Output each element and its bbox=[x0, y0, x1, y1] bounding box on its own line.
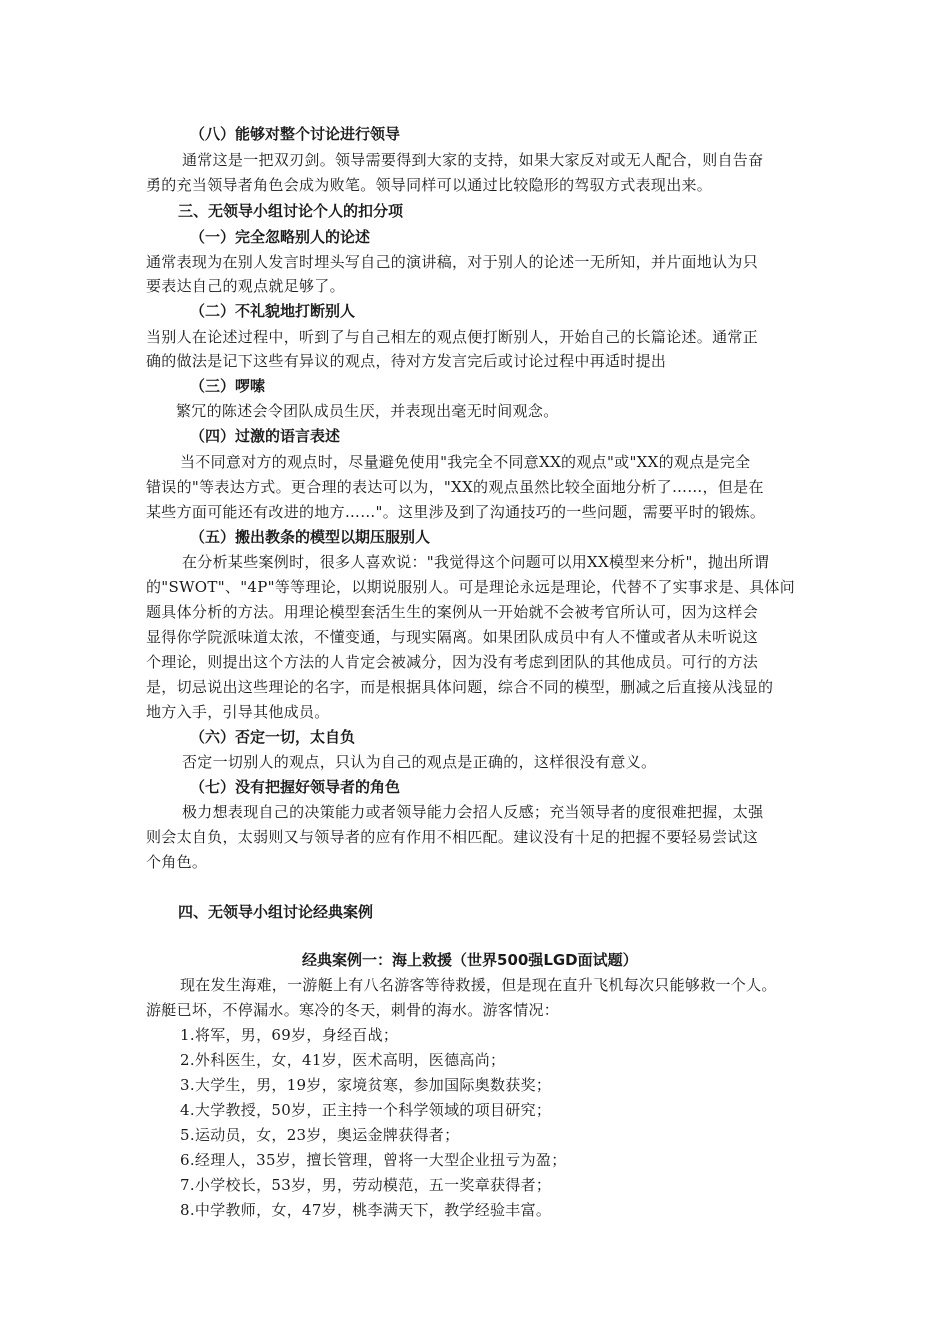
part-3-item-5-body-line-3: 题具体分析的方法。用理论模型套活生生的案例从一开始就不会被考官所认可，因为这样会 bbox=[146, 603, 759, 621]
part-3-title: 三、无领导小组讨论个人的扣分项 bbox=[178, 202, 404, 220]
part-3-item-5-body-line-4: 显得你学院派味道太浓，不懂变通，与现实隔离。如果团队成员中有人不懂或者从未听说这 bbox=[146, 628, 759, 646]
part-3-item-5-body-line-5: 个理论，则提出这个方法的人肯定会被减分，因为没有考虑到团队的其他成员。可行的方法 bbox=[146, 653, 759, 671]
case-1-person-5: 5.运动员，女，23岁，奥运金牌获得者； bbox=[180, 1126, 460, 1144]
part-3-item-6-body-line-1: 否定一切别人的观点，只认为自己的观点是正确的，这样很没有意义。 bbox=[182, 753, 657, 771]
case-1-person-7: 7.小学校长，53岁，男，劳动模范，五一奖章获得者； bbox=[180, 1176, 552, 1194]
part-3-item-4-heading: （四）过激的语言表述 bbox=[190, 427, 341, 445]
part-3-item-5-heading: （五）搬出教条的模型以期压服别人 bbox=[190, 528, 431, 546]
case-1-person-3: 3.大学生，男，19岁，家境贫寒，参加国际奥数获奖； bbox=[180, 1076, 552, 1094]
case-1-person-2: 2.外科医生，女，41岁，医术高明，医德高尚； bbox=[180, 1051, 506, 1069]
case-1-person-1: 1.将军，男，69岁，身经百战； bbox=[180, 1026, 399, 1044]
part-3-item-1-body-line-1: 通常表现为在别人发言时埋头写自己的演讲稿，对于别人的论述一无所知，并片面地认为只 bbox=[146, 253, 759, 271]
part-3-item-2-heading: （二）不礼貌地打断别人 bbox=[190, 302, 356, 320]
part-3-item-7-body-line-3: 个角色。 bbox=[146, 853, 208, 871]
case-1-person-4: 4.大学教授，50岁，正主持一个科学领域的项目研究； bbox=[180, 1101, 552, 1119]
part-3-item-6-heading: （六）否定一切，太自负 bbox=[190, 728, 356, 746]
case-1-person-6: 6.经理人，35岁，擅长管理，曾将一大型企业扭亏为盈； bbox=[180, 1151, 567, 1169]
part-3-item-5-body-line-6: 是，切忌说出这些理论的名字，而是根据具体问题，综合不同的模型，删减之后直接从浅显的 bbox=[146, 678, 774, 696]
part-3-item-3-body-line-1: 繁冗的陈述会令团队成员生厌，并表现出毫无时间观念。 bbox=[176, 402, 559, 420]
part-3-item-1-heading: （一）完全忽略别人的论述 bbox=[190, 228, 371, 246]
part-3-item-7-body-line-1: 极力想表现自己的决策能力或者领导能力会招人反感；充当领导者的度很难把握，太强 bbox=[182, 803, 764, 821]
part-3-item-5-body-line-1: 在分析某些案例时，很多人喜欢说："我觉得这个问题可以用XX模型来分析"，抛出所谓 bbox=[182, 553, 770, 571]
part-3-item-4-body-line-1: 当不同意对方的观点时，尽量避免使用"我完全不同意XX的观点"或"XX的观点是完全 bbox=[180, 453, 751, 471]
case-1-intro-line-2: 游艇已坏，不停漏水。寒冷的冬天，刺骨的海水。游客情况： bbox=[146, 1001, 560, 1019]
case-1-person-8: 8.中学教师，女，47岁，桃李满天下，教学经验丰富。 bbox=[180, 1201, 552, 1219]
part-3-item-7-heading: （七）没有把握好领导者的角色 bbox=[190, 778, 401, 796]
section-8-body-line-2: 勇的充当领导者角色会成为败笔。领导同样可以通过比较隐形的驾驭方式表现出来。 bbox=[146, 176, 713, 194]
part-3-item-7-body-line-2: 则会太自负，太弱则又与领导者的应有作用不相匹配。建议没有十足的把握不要轻易尝试这 bbox=[146, 828, 759, 846]
section-8-heading: （八）能够对整个讨论进行领导 bbox=[190, 125, 401, 143]
part-3-item-5-body-line-7: 地方入手，引导其他成员。 bbox=[146, 703, 330, 721]
case-1-intro-line-1: 现在发生海难，一游艇上有八名游客等待救援，但是现在直升飞机每次只能够救一个人。 bbox=[180, 976, 777, 994]
part-3-item-5-body-line-2: 的"SWOT"、"4P"等等理论，以期说服别人。可是理论永远是理论，代替不了实事求是、具体问 bbox=[146, 578, 796, 596]
part-4-title: 四、无领导小组讨论经典案例 bbox=[178, 903, 374, 921]
part-3-item-3-heading: （三）啰嗦 bbox=[190, 377, 266, 395]
case-1-title: 经典案例一：海上救援（世界500强LGD面试题） bbox=[302, 951, 638, 969]
part-3-item-2-body-line-1: 当别人在论述过程中，听到了与自己相左的观点便打断别人，开始自己的长篇论述。通常正 bbox=[146, 328, 759, 346]
part-3-item-2-body-line-2: 确的做法是记下这些有异议的观点，待对方发言完后或讨论过程中再适时提出 bbox=[146, 352, 667, 370]
part-3-item-1-body-line-2: 要表达自己的观点就足够了。 bbox=[146, 277, 345, 295]
section-8-body-line-1: 通常这是一把双刃剑。领导需要得到大家的支持，如果大家反对或无人配合，则自告奋 bbox=[182, 151, 764, 169]
part-3-item-4-body-line-3: 某些方面可能还有改进的地方……"。这里涉及到了沟通技巧的一些问题，需要平时的锻炼。 bbox=[146, 503, 766, 521]
part-3-item-4-body-line-2: 错误的"等表达方式。更合理的表达可以为，"XX的观点虽然比较全面地分析了……，但是在 bbox=[146, 478, 764, 496]
